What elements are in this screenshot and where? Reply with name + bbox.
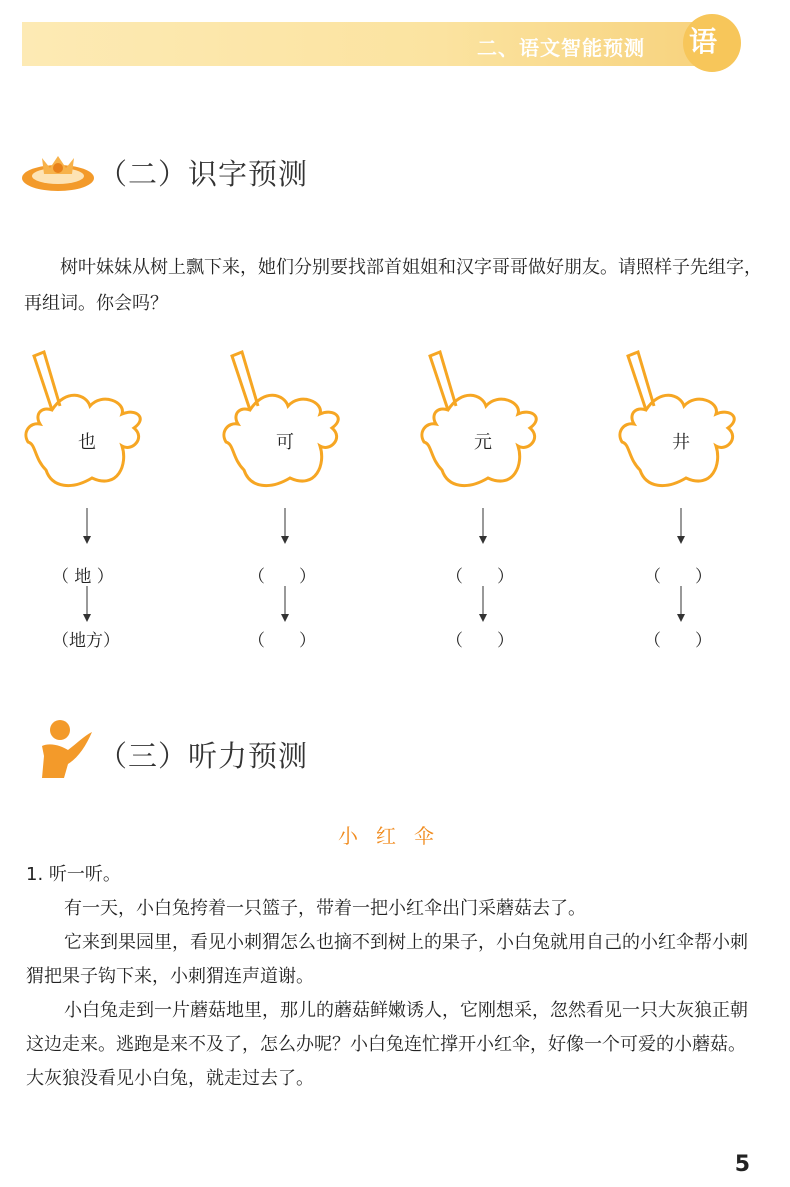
down-arrow-icon xyxy=(82,508,92,544)
section-literacy-icon xyxy=(20,146,96,192)
header-badge-text: 语 xyxy=(689,25,718,58)
down-arrow-icon xyxy=(280,508,290,544)
leaf-4 xyxy=(616,348,746,493)
section-literacy-title: （二）识字预测 xyxy=(98,157,309,191)
down-arrow-icon xyxy=(478,508,488,544)
answer-word: （ ） xyxy=(644,567,712,587)
down-arrow-icon xyxy=(478,586,488,622)
section-listening-title: （三）听力预测 xyxy=(98,739,309,773)
down-arrow-icon xyxy=(676,586,686,622)
story-body xyxy=(26,858,761,1096)
leaf-outline-icon xyxy=(616,348,746,493)
answer-phrase: （ ） xyxy=(644,631,712,651)
section-listening-icon xyxy=(28,716,98,778)
story-title: 小红伞 xyxy=(338,824,452,848)
leaf-1 xyxy=(22,348,152,493)
page-number: 5 xyxy=(734,1152,750,1177)
story-paragraph: 它来到果园里，看见小刺猬怎么也摘不到树上的果子，小白兔就用自己的小红伞帮小刺猬把果子钩下来，小刺猬连声道谢。 xyxy=(26,932,748,987)
header-badge xyxy=(683,14,741,72)
leaf-char: 井 xyxy=(672,432,690,453)
leaf-char: 可 xyxy=(276,432,294,453)
answer-phrase: （ ） xyxy=(248,631,316,651)
down-arrow-icon xyxy=(676,508,686,544)
leaf-outline-icon xyxy=(22,348,152,493)
header-title: 二、语文智能预测 xyxy=(477,36,645,60)
answer-word: （ 地 ） xyxy=(52,567,114,587)
leaf-char: 元 xyxy=(474,432,492,453)
story-paragraph: 有一天，小白兔挎着一只篮子，带着一把小红伞出门采蘑菇去了。 xyxy=(64,898,586,919)
down-arrow-icon xyxy=(280,586,290,622)
leaf-outline-icon xyxy=(418,348,548,493)
leaf-2 xyxy=(220,348,350,493)
literacy-intro: 树叶妹妹从树上飘下来，她们分别要找部首姐姐和汉字哥哥做好朋友。请照样子先组字，再组词。你会吗？ xyxy=(24,257,762,314)
answer-phrase: （ ） xyxy=(446,631,514,651)
leaf-char: 也 xyxy=(78,432,96,453)
answer-phrase: （地方） xyxy=(52,631,120,651)
story-paragraph: 小白兔走到一片蘑菇地里，那儿的蘑菇鲜嫩诱人，它刚想采，忽然看见一只大灰狼正朝这边走来。逃跑是来不及了，怎么办呢？小白兔连忙撑开小红伞，好像一个可爱的小蘑菇。大灰狼没看见小白兔，就走过去了。 xyxy=(26,1000,748,1089)
listening-step: 1. 听一听。 xyxy=(26,864,121,885)
answer-word: （ ） xyxy=(446,567,514,587)
down-arrow-icon xyxy=(82,586,92,622)
answer-word: （ ） xyxy=(248,567,316,587)
leaf-3 xyxy=(418,348,548,493)
leaf-outline-icon xyxy=(220,348,350,493)
